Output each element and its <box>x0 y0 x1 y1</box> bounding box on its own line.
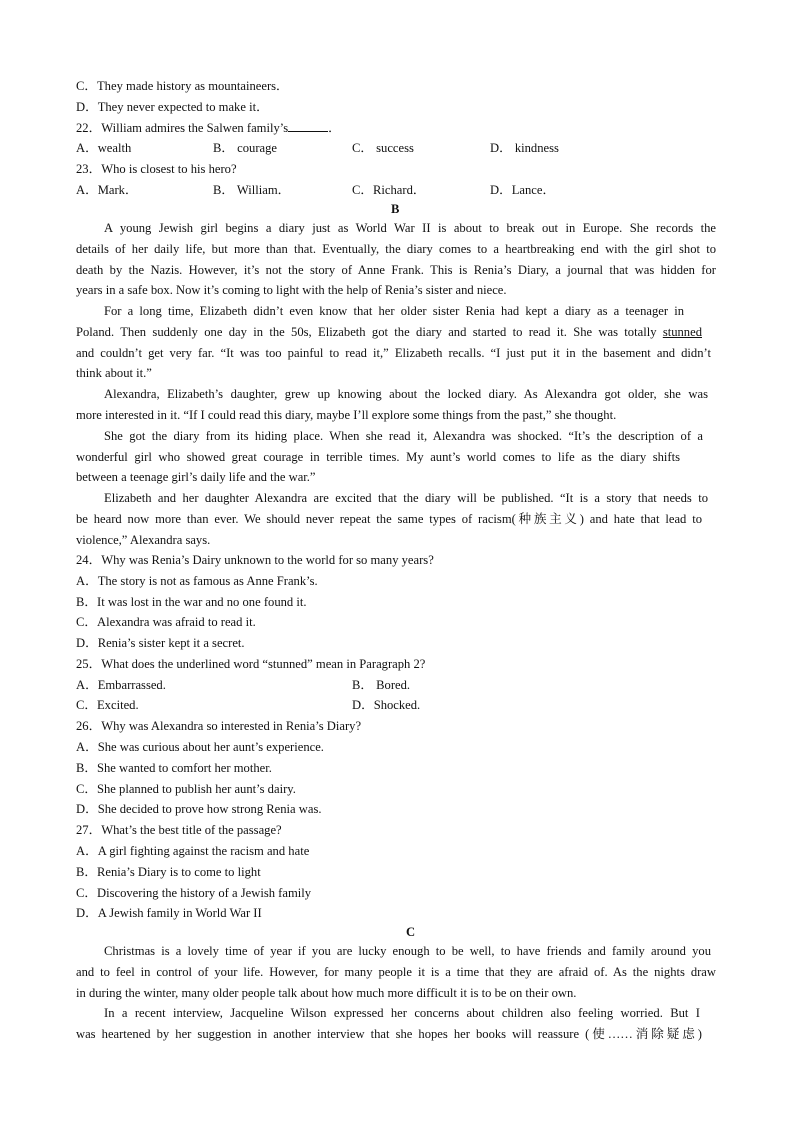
q25-option-d: D．Shocked. <box>352 698 421 712</box>
q26-option-d: D．She decided to prove how strong Renia was. <box>76 802 322 816</box>
b-p2-line-1: For a long time, Elizabeth didn’t even know that her older sister Renia had kept a diary as a teenager in <box>104 304 684 318</box>
q24-stem: 24．Why was Renia’s Dairy unknown to the world for so many years? <box>76 553 434 567</box>
b-p1-line-1: A young Jewish girl begins a diary just as World War II is about to break out in Europe. She records the <box>104 221 716 235</box>
b-p3-line-2: more interested in it. “If I could read this diary, maybe I’ll explore some things from the past,” she thought. <box>76 408 617 422</box>
section-c-heading: C <box>406 925 416 939</box>
b-p1-line-2: details of her daily life, but more than that. Eventually, the diary comes to a heartbreaking end with the girl shot to <box>76 242 716 256</box>
q22-option-c: C． success <box>352 141 414 155</box>
q25-stem: 25．What does the underlined word “stunned” mean in Paragraph 2? <box>76 657 426 671</box>
b-p1-line-3: death by the Nazis. However, it’s not the story of Anne Frank. This is Renia’s Diary, a journal that was hidden for <box>76 263 716 277</box>
q23-option-b: B． William． <box>213 183 291 197</box>
b-p5-line-3: violence,” Alexandra says. <box>76 533 211 547</box>
q21-option-c: C．They made history as mountaineers． <box>76 79 289 93</box>
q22-stem <box>76 120 341 136</box>
q26-option-b: B．She wanted to comfort her mother. <box>76 761 272 775</box>
q24-option-b: B．It was lost in the war and no one found it. <box>76 595 307 609</box>
b-p4-line-2: wonderful girl who showed great courage in terrible times. My aunt’s world comes to life as the diary shifts <box>76 450 680 464</box>
b-p1-line-4: years in a safe box. Now it’s coming to light with the help of Renia’s sister and niece. <box>76 283 507 297</box>
section-b-heading: B <box>391 202 400 216</box>
q24-option-c: C．Alexandra was afraid to read it. <box>76 615 256 629</box>
q26-stem: 26．Why was Alexandra so interested in Renia’s Diary? <box>76 719 362 733</box>
c-p2-line-1: In a recent interview, Jacqueline Wilson expressed her concerns about children also feeling worried. But I <box>104 1006 700 1020</box>
q27-option-d: D．A Jewish family in World War II <box>76 906 262 920</box>
q22-stem-text: 22．William admires the Salwen family’s <box>76 121 289 135</box>
q25-option-c: C．Excited. <box>76 698 139 712</box>
b-p5-line-1: Elizabeth and her daughter Alexandra are excited that the diary will be published. “It is a story that needs to <box>104 491 708 505</box>
q23-option-a: A．Mark． <box>76 183 138 197</box>
q22-answer-blank <box>288 120 328 132</box>
b-p2-line-3: and couldn’t get very far. “It was too painful to read it,” Elizabeth recalls. “I just put it in the basement and didn’t <box>76 346 711 360</box>
q22-option-d: D． kindness <box>490 141 559 155</box>
b-p3-line-1: Alexandra, Elizabeth’s daughter, grew up knowing about the locked diary. As Alexandra got older, she was <box>104 387 708 401</box>
q27-stem: 27．What’s the best title of the passage? <box>76 823 282 837</box>
q23-option-d: D．Lance． <box>490 183 556 197</box>
q22-option-b: B． courage <box>213 141 277 155</box>
b-p2-line-4: think about it.” <box>76 366 152 380</box>
q25-option-a: A．Embarrassed. <box>76 678 166 692</box>
q27-option-b: B．Renia’s Diary is to come to light <box>76 865 261 879</box>
c-p2-line-2: was heartened by her suggestion in another interview that she hopes her books will reassure (使……消除疑虑) <box>76 1027 702 1041</box>
q21-option-d: D．They never expected to make it． <box>76 100 269 114</box>
q23-stem: 23．Who is closest to his hero? <box>76 162 237 176</box>
underlined-word-stunned: stunned <box>662 325 702 339</box>
b-p2-line-2-text: Poland. Then suddenly one day in the 50s, Elizabeth got the diary and started to read it. She was totally <box>76 325 663 339</box>
q23-option-c: C．Richard． <box>352 183 426 197</box>
b-p2-line-2 <box>76 324 702 340</box>
c-p1-line-2: and to feel in control of your life. However, for many people it is a time that they are afraid of. As the nights draw <box>76 965 716 979</box>
q26-option-c: C．She planned to publish her aunt’s dairy. <box>76 782 296 796</box>
c-p1-line-1: Christmas is a lovely time of year if you are lucky enough to be well, to have friends and family around you <box>104 944 711 958</box>
b-p5-line-2: be heard now more than ever. We should never repeat the same types of racism(种族主义) and hate that lead to <box>76 512 702 526</box>
q27-option-a: A．A girl fighting against the racism and hate <box>76 844 310 858</box>
q22-option-a: A．wealth <box>76 141 132 155</box>
c-p1-line-3: in during the winter, many older people talk about how much more difficult it is to be on their own. <box>76 986 577 1000</box>
b-p4-line-1: She got the diary from its hiding place. When she read it, Alexandra was shocked. “It’s the description of a <box>104 429 703 443</box>
b-p4-line-3: between a teenage girl’s daily life and the war.” <box>76 470 316 484</box>
q24-option-a: A．The story is not as famous as Anne Frank’s. <box>76 574 318 588</box>
q26-option-a: A．She was curious about her aunt’s experience. <box>76 740 324 754</box>
q24-option-d: D．Renia’s sister kept it a secret. <box>76 636 245 650</box>
q25-option-b: B． Bored. <box>352 678 411 692</box>
q22-stem-end: ． <box>328 121 341 135</box>
q27-option-c: C．Discovering the history of a Jewish family <box>76 886 312 900</box>
